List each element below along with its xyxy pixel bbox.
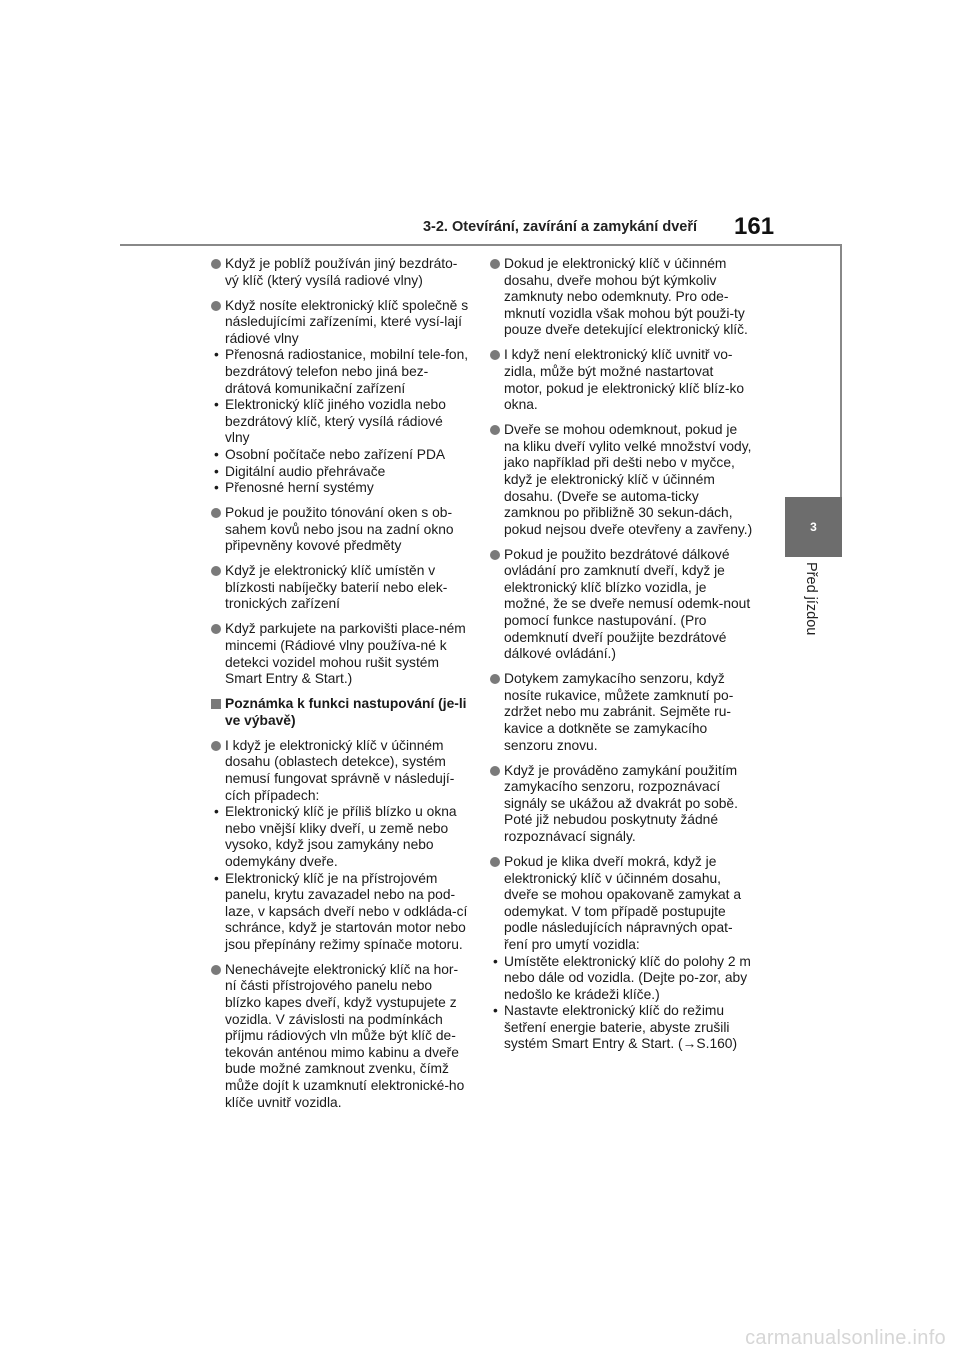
list-item-text: Když nosíte elektronický klíč společně s následujícími zařízeními, které vysí-lají rádiové vlny: [225, 297, 469, 346]
list-item: Když je prováděno zamykání použitím zamykacího senzoru, rozpoznávací signály se ukážou až dvakrát po sobě. Poté již nebudou poskytnuty žádné rozpoznávací signály.: [490, 763, 755, 846]
list-item: Dveře se mohou odemknout, pokud je na kliku dveří vylito velké množství vody, jako například při dešti nebo v myčce, když je elektronický klíč v účinném dosahu. (Dveře se automa-ticky zamknou po přibližně 30 sekun-dách, pokud nejsou dveře otevřeny a zavřeny.): [490, 422, 755, 538]
watermark: carmanualsonline.info: [745, 1327, 946, 1349]
sub-list: [225, 347, 469, 496]
list-item-text: Pokud je klika dveří mokrá, když je elektronický klíč v účinném dosahu, dveře se mohou opakovaně zamykat a odemykat. V tom případě postupujte podle následujících nápravných opat-ření pro umytí vozidla:: [504, 853, 741, 952]
list-item: Když parkujete na parkovišti place-ném mincemi (Rádiové vlny používa-né k detekci vozidel mohou rušit systém Smart Entry & Start.): [211, 621, 469, 687]
side-divider: [840, 246, 842, 497]
sub-list-item: • Elektronický klíč je na přístrojovém panelu, krytu zavazadel nebo na pod-laze, v kapsách dveří nebo v odkláda-cí schránce, když je startován motor nebo jsou přepínány režimy spínače motoru.: [211, 871, 469, 954]
sub-list-item: • Osobní počítače nebo zařízení PDA: [211, 447, 469, 464]
list-item: Dokud je elektronický klíč v účinném dosahu, dveře mohou být kýmkoliv zamknuty nebo odemknuty. Pro ode-mknutí vozidla však mohou být použi-ty pouze dveře detekující elektronický klíč.: [490, 256, 755, 339]
list-item: Pokud je použito bezdrátové dálkové ovládání pro zamknutí dveří, když je elektronický klíč blízko vozidla, je možné, že se dveře nemusí odemk-nout pomocí funkce nastupování. (Pro odemknutí dveří použijte bezdrátové dálkové ovládání.): [490, 547, 755, 663]
sub-list: [504, 954, 755, 1054]
chapter-number: 3: [810, 520, 817, 534]
sub-list-item: • Digitální audio přehrávače: [211, 464, 469, 481]
list-item: Nenechávejte elektronický klíč na hor-ní části přístrojového panelu nebo blízko kapes dveří, když vystupujete z vozidla. V závislosti na podmínkách příjmu rádiových vln může být klíč de-tekován anténou mimo kabinu a dveře bude možné zamknout zvenku, čímž může dojít k uzamknutí elektronické-ho klíče uvnitř vozidla.: [211, 962, 469, 1111]
section-heading: Poznámka k funkci nastupování (je-li ve výbavě): [211, 696, 469, 729]
page-number: 161: [734, 213, 775, 240]
section-title: 3-2. Otevírání, zavírání a zamykání dveří: [422, 219, 697, 235]
sub-list-item: • Přenosné herní systémy: [211, 480, 469, 497]
list-item: Když je elektronický klíč umístěn v blízkosti nabíječky baterií nebo elek-tronických zařízení: [211, 563, 469, 613]
sub-list-item: • Přenosná radiostanice, mobilní tele-fon, bezdrátový telefon nebo jiná bez-drátová komunikační zařízení: [211, 347, 469, 397]
sub-list-item: • Umístěte elektronický klíč do polohy 2 m nebo dále od vozidla. (Dejte po-zor, aby nedošlo ke krádeži klíče.): [490, 954, 755, 1004]
chapter-tab: [785, 497, 842, 557]
sub-list: [225, 804, 469, 953]
list-item: [211, 738, 469, 954]
left-column: [211, 256, 469, 1120]
chapter-title: Před jízdou: [803, 562, 819, 636]
sub-list-item: • Elektronický klíč je příliš blízko u okna nebo vnější kliky dveří, u země nebo vysoko, když jsou zamykány nebo odemykány dveře.: [211, 804, 469, 870]
sub-list-item: • Nastavte elektronický klíč do režimu šetření energie baterie, abyste zrušili systém Smart Entry & Start. (→S.160): [490, 1003, 755, 1053]
list-item: Dotykem zamykacího senzoru, když nosíte rukavice, můžete zamknutí po-zdržet nebo mu zabránit. Sejměte ru-kavice a dotkněte se zamykacího senzoru znovu.: [490, 671, 755, 754]
list-item: Když je poblíž používán jiný bezdráto-vý klíč (který vysílá radiové vlny): [211, 256, 469, 289]
list-item-text: I když je elektronický klíč v účinném dosahu (oblastech detekce), systém nemusí fungovat správně v následují-cích případech:: [225, 737, 455, 803]
header-divider: [120, 244, 842, 246]
sub-list-item: • Elektronický klíč jiného vozidla nebo bezdrátový klíč, který vysílá rádiové vlny: [211, 397, 469, 447]
list-item: Pokud je použito tónování oken s ob-sahem kovů nebo jsou na zadní okno připevněny kovové předměty: [211, 505, 469, 555]
list-item: [490, 854, 755, 1053]
list-item: [211, 298, 469, 497]
list-item: I když není elektronický klíč uvnitř vo-zidla, může být možné nastartovat motor, pokud je elektronický klíč blíz-ko okna.: [490, 347, 755, 413]
right-column: [490, 256, 755, 1061]
